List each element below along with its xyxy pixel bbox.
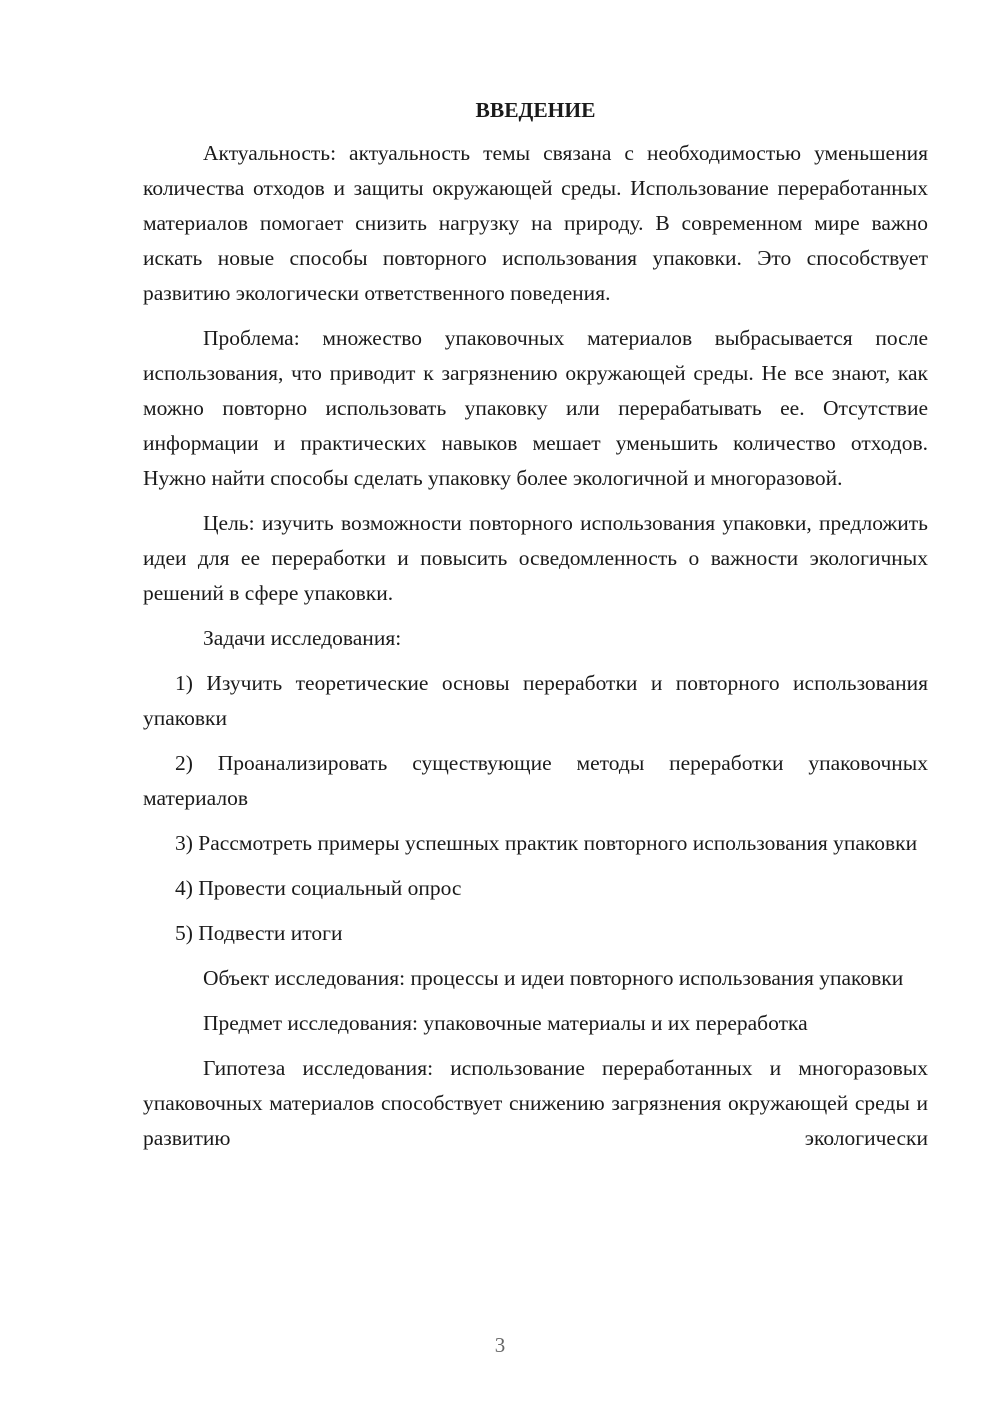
page-number: 3: [494, 1333, 506, 1357]
task-item-4: 4) Провести социальный опрос: [175, 876, 462, 900]
object-paragraph: Объект исследования: процессы и идеи повторного использования упаковки: [203, 966, 904, 990]
task-item-3: 3) Рассмотреть примеры успешных практик повторного использования упаковки: [175, 831, 918, 855]
problem-paragraph: Проблема: множество упаковочных материалов выбрасывается после использования, что приводит к загрязнению окружающей среды. Не все знают, как можно повторно использовать упаковку или перерабатывать ее. Отсутствие информации и практических навыков мешает уменьшить количество отходов. Нужно найти способы сделать упаковку более экологичной и многоразовой.: [143, 326, 928, 490]
task-item-1: 1) Изучить теоретические основы переработки и повторного использования упаковки: [143, 671, 928, 730]
task-item-5: 5) Подвести итоги: [175, 921, 343, 945]
section-title: ВВЕДЕНИЕ: [475, 98, 596, 122]
tasks-heading: Задачи исследования:: [203, 626, 402, 650]
task-item-2: 2) Проанализировать существующие методы переработки упаковочных материалов: [143, 751, 928, 810]
document-page: [143, 92, 928, 1166]
subject-paragraph: Предмет исследования: упаковочные материалы и их переработка: [203, 1011, 808, 1035]
tasks-list: [143, 666, 928, 951]
relevance-paragraph: Актуальность: актуальность темы связана с необходимостью уменьшения количества отходов и защиты окружающей среды. Использование переработанных материалов помогает снизить нагрузку на природу. В современном мире важно искать новые способы повторного использования упаковки. Это способствует развитию экологически ответственного поведения.: [143, 141, 928, 305]
goal-paragraph: Цель: изучить возможности повторного использования упаковки, предложить идеи для ее переработки и повысить осведомленность о важности экологичных решений в сфере упаковки.: [143, 511, 928, 605]
hypothesis-paragraph: Гипотеза исследования: использование переработанных и многоразовых упаковочных материалов способствует снижению загрязнения окружающей среды и развитию экологически: [143, 1056, 928, 1150]
